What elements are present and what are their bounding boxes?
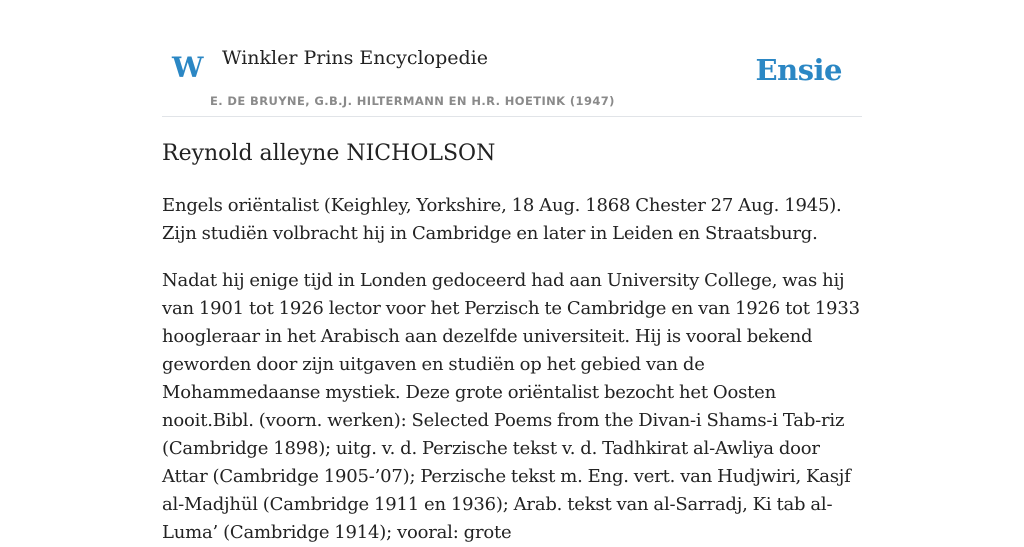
article: [162, 134, 862, 547]
encyclopedia-logo-icon[interactable]: W: [172, 51, 204, 84]
encyclopedia-title-link[interactable]: Winkler Prins Encyclopedie: [222, 47, 488, 69]
encyclopedia-authors: E. DE BRUYNE, G.B.J. HILTERMANN EN H.R. HOETINK (1947): [210, 94, 615, 108]
header: [162, 0, 862, 117]
article-paragraph: Engels oriëntalist (Keighley, Yorkshire, 18 Aug. 1868 Chester 27 Aug. 1945). Zijn studiën volbracht hij in Cambridge en later in Leiden en Straatsburg.: [162, 195, 842, 244]
article-title: Reynold alleyne NICHOLSON: [162, 141, 496, 166]
ensie-logo-link[interactable]: Ensie: [755, 53, 842, 87]
article-paragraph: Nadat hij enige tijd in Londen gedoceerd had aan University College, was hij van 1901 tot 1926 lector voor het Perzisch te Cambridge en van 1926 tot 1933 hoogleraar in het Arabisch aan dezelfde universiteit. Hij is vooral bekend geworden door zijn uitgaven en studiën op het gebied van de Mohammedaanse mystiek. Deze grote oriëntalist bezocht het Oosten nooit.Bibl. (voorn. werken): Selected Poems from the Divan-i Shams-i Tab-riz (Cambridge 1898); uitg. v. d. Perzische tekst v. d. Tadhkirat al-Awliya door Attar (Cambridge 1905-’07); Perzische tekst m. Eng. vert. van Hudjwiri, Kasjf al-Madjhül (Cambridge 1911 en 1936); Arab. tekst van al-Sarradj, Ki tab al-Luma’ (Cambridge 1914); vooral: grote: [162, 270, 860, 543]
